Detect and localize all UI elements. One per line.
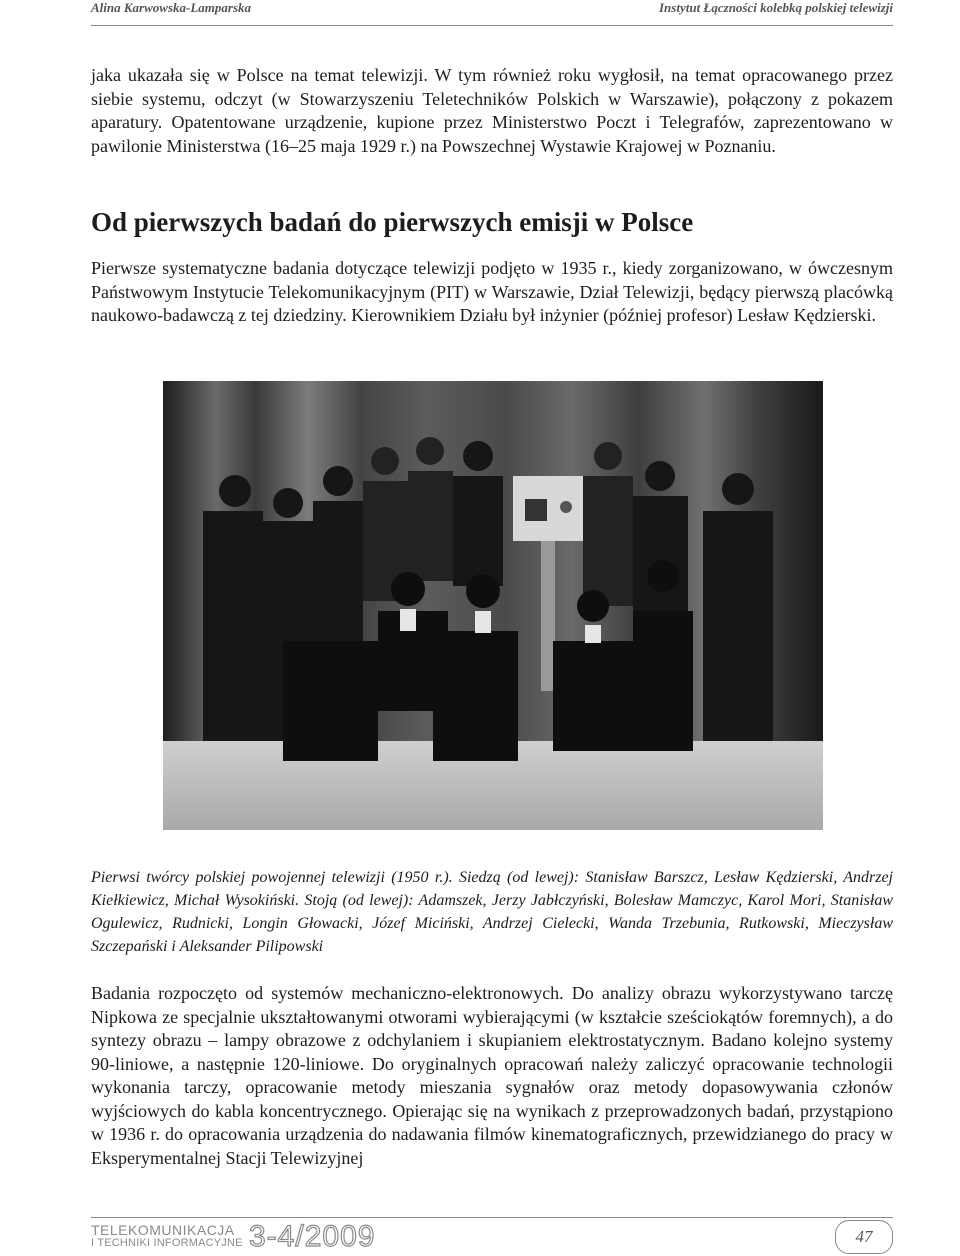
page-number-badge: 47 bbox=[835, 1220, 893, 1254]
group-photograph bbox=[163, 381, 823, 830]
running-head bbox=[91, 0, 893, 26]
running-head-title: Instytut Łączności kolebką polskiej telewizji bbox=[659, 0, 893, 15]
journal-name-line-2: I TECHNIKI INFORMACYJNE bbox=[91, 1237, 243, 1249]
journal-name-line-1: TELEKOMUNIKACJA bbox=[91, 1222, 235, 1238]
body-paragraph-1: jaka ukazała się w Polsce na temat telewizji. W tym również roku wygłosił, na temat opracowanego przez siebie systemu, odczyt (w Stowarzyszeniu Teletechników Polskich w Warszawie), połączony z pokazem aparatury. Opatentowane urządzenie, kupione przez Ministerstwo Poczt i Telegrafów, zaprezentowano w pawilonie Ministerstwa (16–25 maja 1929 r.) na Powszechnej Wystawie Krajowej w Poznaniu. bbox=[91, 65, 893, 156]
photo-caption: Pierwsi twórcy polskiej powojennej telewizji (1950 r.). Siedzą (od lewej): Stanisław Barszcz, Lesław Kędzierski, Andrzej Kiełkiewicz, Michał Wysokiński. Stoją (od lewej): Adamszek, Jerzy Jabłczyński, Bolesław Mamczyc, Karol Mori, Stanisław Ogulewicz, Rudnicki, Longin Głowacki, Józef Miciński, Andrzej Cielecki, Wanda Trzebunia, Rutkowski, Mieczysław Szczepański i Aleksander Pilipowski bbox=[91, 869, 893, 955]
issue-number: 3-4/2009 bbox=[249, 1220, 376, 1253]
footer-divider bbox=[91, 1217, 893, 1218]
body-paragraph-3: Badania rozpoczęto od systemów mechaniczno-elektronowych. Do analizy obrazu wykorzystywano tarczę Nipkowa ze specjalnie ukształtowanymi otworami wybierającymi (w kształcie sześciokątów foremnych), a do syntezy obrazu – lampy obrazowe z odchylaniem i skupianiem elektrostatycznym. Badano kolejno systemy 90-liniowe, a następnie 120-liniowe. Do oryginalnych opracowań należy zaliczyć opracowanie technologii wykonania tarczy, opracowanie metody mieszania sygnałów oraz metody dopasowywania członów wyjściowych do kabla koncentrycznego. Opierając się na wynikach z przeprowadzonych badań, przystąpiono w 1936 r. do opracowania urządzenia do nadawania filmów kinematograficznych, przewidzianego do pracy w Eksperymentalnej Stacji Telewizyjnej bbox=[91, 983, 893, 1168]
running-head-author: Alina Karwowska-Lamparska bbox=[91, 0, 252, 15]
journal-logo bbox=[91, 1224, 243, 1250]
section-heading: Od pierwszych badań do pierwszych emisji w Polsce bbox=[91, 207, 694, 237]
body-paragraph-2: Pierwsze systematyczne badania dotyczące telewizji podjęto w 1935 r., kiedy zorganizowano, w ówczesnym Państwowym Instytucie Telekomunikacyjnym (PIT) w Warszawie, Dział Telewizji, będący pierwszą placówką naukowo-badawczą z tej dziedziny. Kierownikiem Działu był inżynier (później profesor) Lesław Kędzierski. bbox=[91, 258, 893, 325]
header-divider bbox=[91, 25, 893, 26]
page-footer bbox=[91, 1217, 893, 1256]
